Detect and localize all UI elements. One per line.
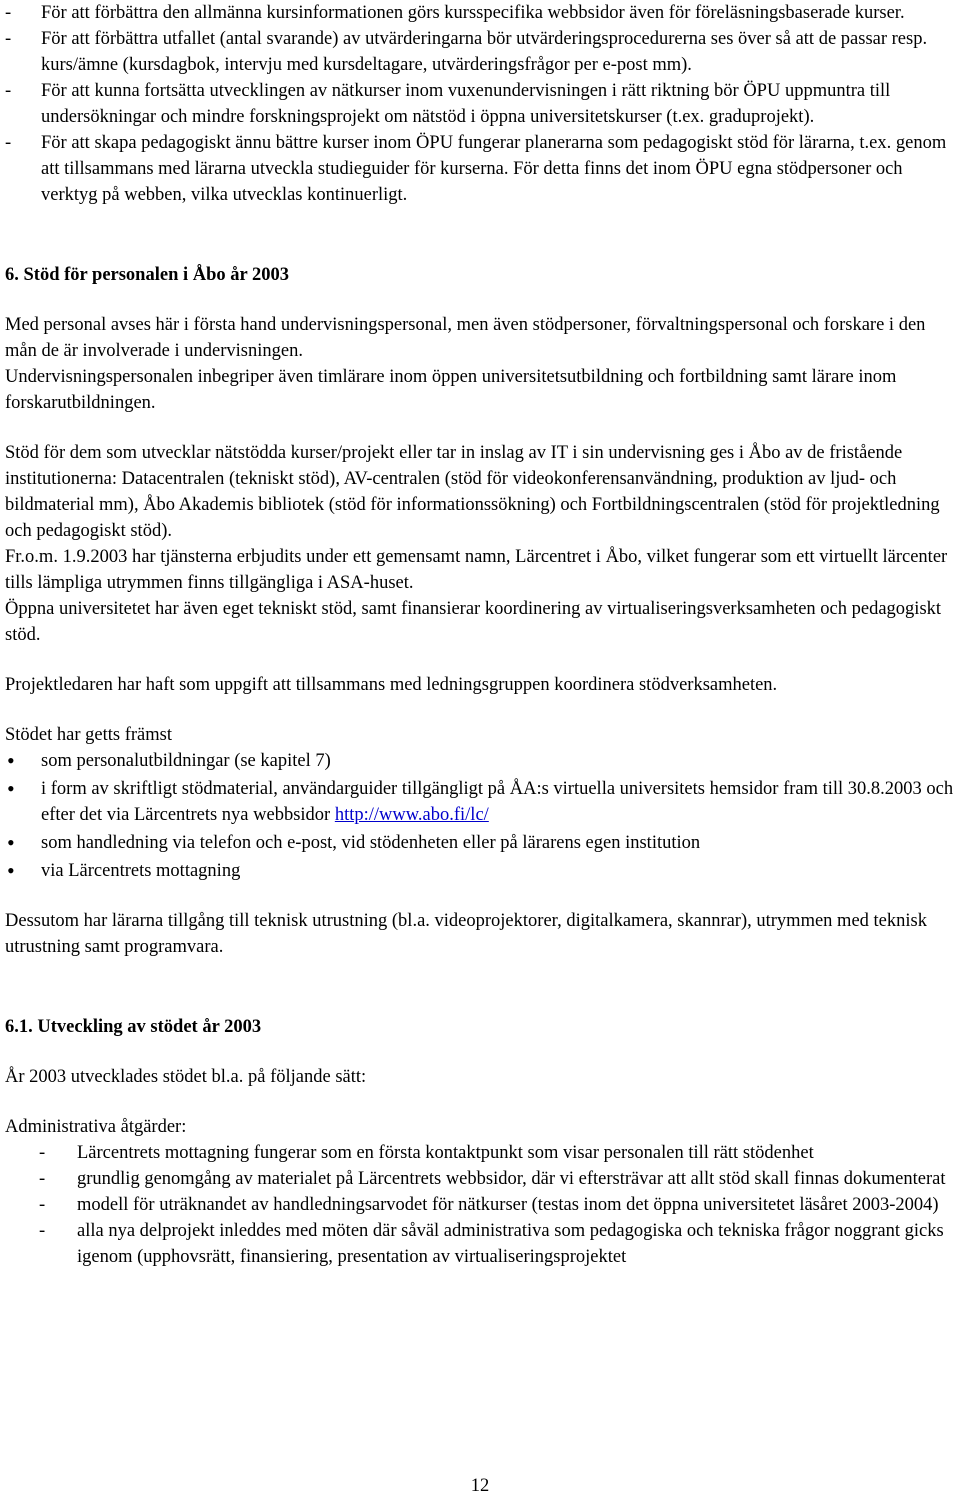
list-item: - grundlig genomgång av materialet på Lärcentrets webbsidor, där vi eftersträvar att allt stöd skall finnas dokumenterat <box>5 1166 955 1192</box>
list-item: - För att skapa pedagogiskt ännu bättre kurser inom ÖPU fungerar planerarna som pedagogiskt stöd för lärarna, t.ex. genom att tillsammans med lärarna utveckla studieguider för kurserna. För detta finns det inom ÖPU egna stödpersoner och verktyg på webben, vilka utvecklas kontinuerligt. <box>5 130 955 208</box>
page-number: 12 <box>470 1476 490 1496</box>
paragraph: Dessutom har lärarna tillgång till teknisk utrustning (bl.a. videoprojektorer, digitalkamera, skannrar), utrymmen med teknisk utrustning samt programvara. <box>5 911 927 957</box>
recommendation-list <box>5 0 955 208</box>
paragraph: Stöd för dem som utvecklar nätstödda kurser/projekt eller tar in inslag av IT i sin undervisning ges i Åbo av de fristående institutionerna: Datacentralen (tekniskt stöd), AV-centralen (stöd för videokonferensanvändning, produktion av ljud- och bildmaterial mm), Åbo Akademis bibliotek (stöd för informationssökning) och Fortbildningscentralen (stöd för projektledning och pedagogiskt stöd). <box>5 443 940 541</box>
paragraph: Undervisningspersonalen inbegriper även timlärare inom öppen universitetsutbildning och fortbildning samt lärare inom forskarutbildningen. <box>5 367 897 413</box>
paragraph: År 2003 utvecklades stödet bl.a. på följande sätt: <box>5 1067 367 1087</box>
paragraph: Projektledaren har haft som uppgift att tillsammans med ledningsgruppen koordinera stödverksamheten. <box>5 675 778 695</box>
list-item: - För att förbättra den allmänna kursinformationen görs kursspecifika webbsidor även för föreläsningsbaserade kurser. <box>5 0 955 26</box>
section-heading: 6. Stöd för personalen i Åbo år 2003 <box>5 265 290 285</box>
list-item <box>5 776 955 828</box>
list-item-text: i form av skriftligt stödmaterial, användarguider tillgängligt på ÅA:s virtuella universitets hemsidor fram till 30.8.2003 och efter det via Lärcentrets nya webbsidor <box>41 779 954 825</box>
list-item: • via Lärcentrets mottagning <box>5 858 955 884</box>
list-item: - alla nya delprojekt inleddes med möten där såväl administrativa som pedagogiska och tekniska frågor noggrant gicks igenom (upphovsrätt, finansiering, presentation av virtualiseringsprojektet <box>5 1218 955 1270</box>
support-bullet-list <box>5 748 955 884</box>
list-item: - För att förbättra utfallet (antal svarande) av utvärderingarna bör utvärderingsprocedurerna ses över så att de passar resp. kurs/ämne (kursdagbok, intervju med kursdeltagare, utvärderingsfrågor per e-post mm). <box>5 26 955 78</box>
lc-website-link[interactable]: http://www.abo.fi/lc/ <box>334 805 489 825</box>
paragraph: Stödet har getts främst <box>5 725 172 745</box>
subsection-heading: 6.1. Utveckling av stödet år 2003 <box>5 1017 262 1037</box>
paragraph: Med personal avses här i första hand undervisningspersonal, men även stödpersoner, förvaltningspersonal och forskare i den mån de är involverade i undervisningen. <box>5 315 926 361</box>
list-item: - För att kunna fortsätta utvecklingen av nätkurser inom vuxenundervisningen i rätt riktning bör ÖPU uppmuntra till undersökningar och mindre forskningsprojekt om nätstöd i öppna universitetskurser (t.ex. graduprojekt). <box>5 78 955 130</box>
document-page <box>5 0 955 1270</box>
list-item: • som personalutbildningar (se kapitel 7) <box>5 748 955 774</box>
admin-measures-list <box>5 1140 955 1270</box>
paragraph: Administrativa åtgärder: <box>5 1117 187 1137</box>
list-item: • som handledning via telefon och e-post, vid stödenheten eller på lärarens egen institution <box>5 830 955 856</box>
list-item: - Lärcentrets mottagning fungerar som en första kontaktpunkt som visar personalen till rätt stödenhet <box>5 1140 955 1166</box>
list-item: - modell för uträknandet av handledningsarvodet för nätkurser (testas inom det öppna universitetet läsåret 2003-2004) <box>5 1192 955 1218</box>
paragraph: Öppna universitetet har även eget tekniskt stöd, samt finansierar koordinering av virtualiseringsverksamheten och pedagogiskt stöd. <box>5 599 942 645</box>
paragraph: Fr.o.m. 1.9.2003 har tjänsterna erbjudits under ett gemensamt namn, Lärcentret i Åbo, vilket fungerar som ett virtuellt lärcenter tills lämpliga utrymmen finns tillgängliga i ASA-huset. <box>5 547 948 593</box>
